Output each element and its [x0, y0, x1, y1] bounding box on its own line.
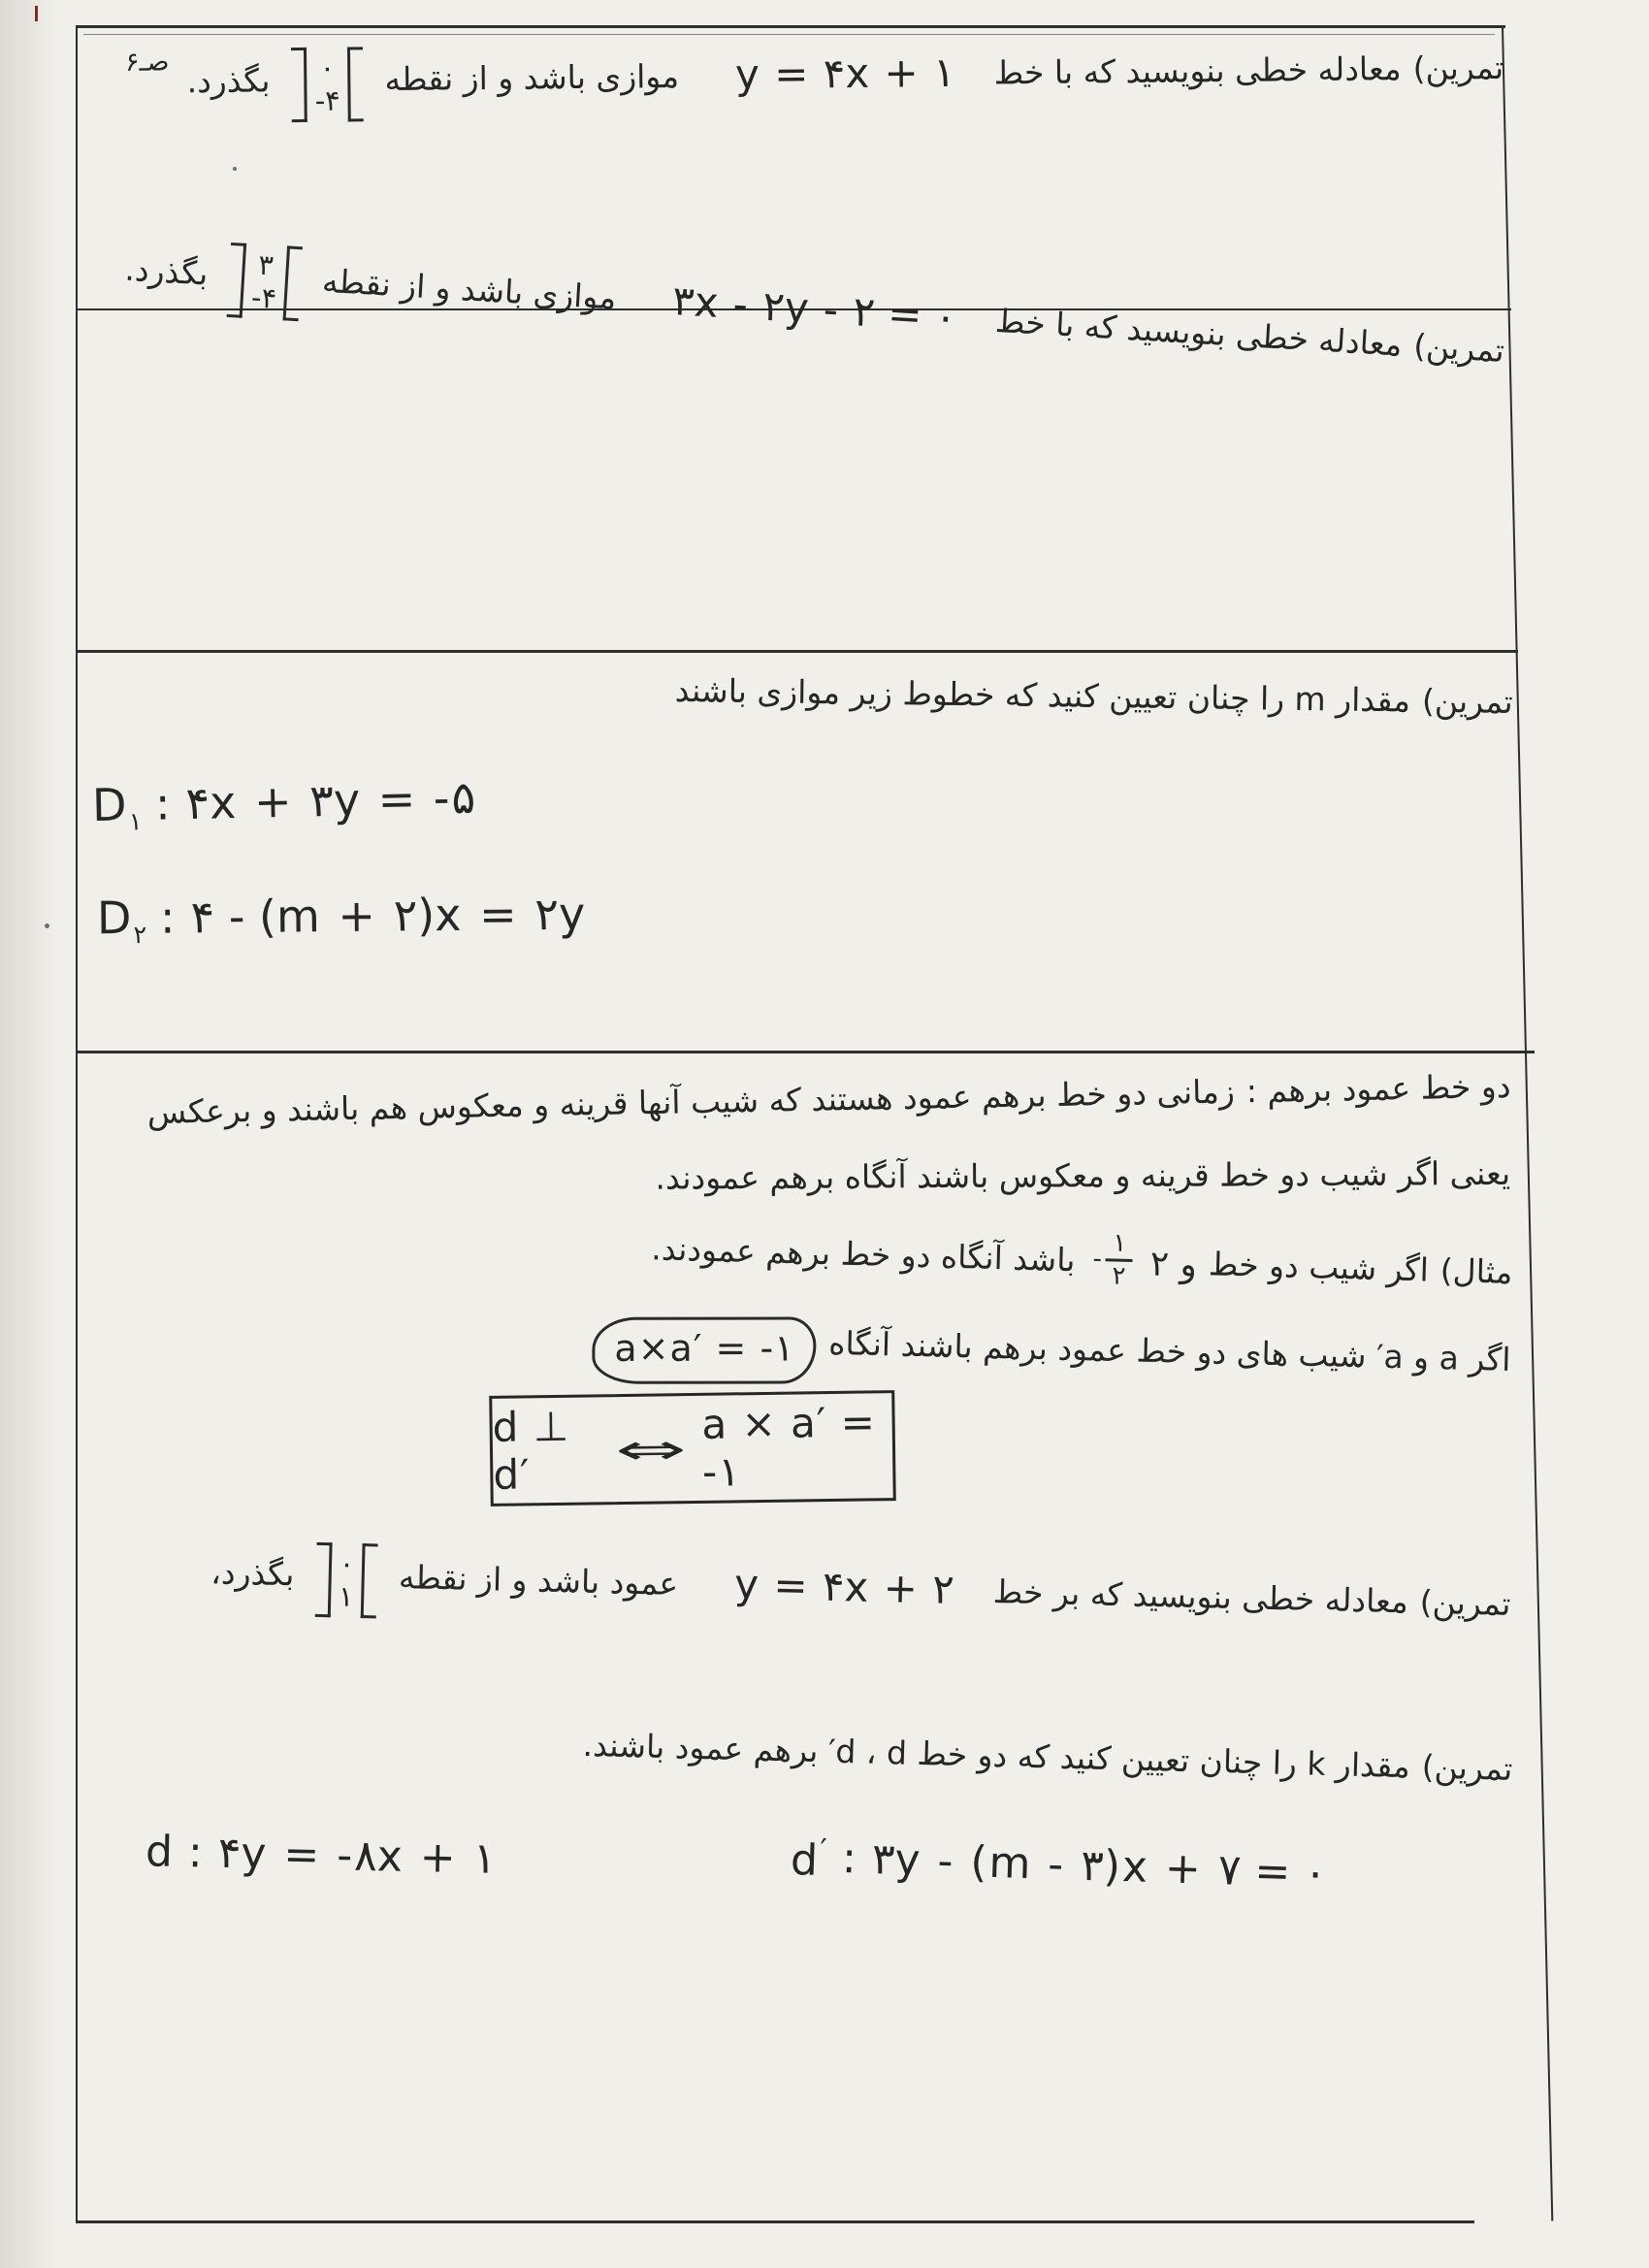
exercise-middle-text: موازی باشد و از نقطه [384, 56, 680, 99]
top-border-line [78, 25, 1505, 28]
example-post-text: باشد آنگاه دو خط برهم عمودند. [650, 1229, 1077, 1280]
colon: : [187, 1828, 206, 1878]
line-name [91, 779, 142, 836]
section-divider-2 [78, 650, 1518, 653]
perpendicular-note-line-1 [92, 1063, 1511, 1137]
exercise-tail-text: بگذرد. [186, 61, 271, 101]
point-vector [227, 243, 303, 321]
point-vector [314, 1542, 377, 1618]
fraction-denominator: ۲ [1112, 1261, 1126, 1292]
exercise-label: تمرین) [1412, 48, 1504, 87]
equation-text: ۴ - (m + ۲)x = ۲y [190, 887, 588, 944]
exercise-5-header [271, 1713, 1513, 1792]
section-divider-3 [78, 1051, 1535, 1053]
left-border-line [76, 25, 78, 2223]
exercise-tail-text: بگذرد. [123, 249, 210, 293]
line-equation: ۳x - ۲y - ۲ = ۰ [670, 276, 958, 341]
circled-formula: a×a′ = -۱ [593, 1316, 817, 1383]
equation-text: ۴y = -۸x + ۱ [217, 1828, 497, 1884]
note-text: یعنی اگر شیب دو خط قرینه و معکوس باشند آنگاه برهم عمودند. [655, 1154, 1511, 1197]
point-y-value: ۱ [338, 1579, 354, 1614]
slope-fraction [1092, 1230, 1134, 1291]
vector-bracket-right-icon [291, 48, 307, 122]
point-y-value: -۴ [250, 280, 278, 316]
exercise-prompt: مقدار m را چنان تعیین کنید که خطوط زیر موازی باشند [674, 670, 1411, 720]
exercise-label: تمرین) [1412, 326, 1506, 370]
line-name-base: D [96, 891, 134, 945]
vector-values [242, 243, 288, 320]
colon: : [154, 777, 174, 830]
vector-bracket-left-icon [347, 47, 364, 121]
slope-value-1: ۲ و [1149, 1244, 1198, 1285]
exercise-prompt: مقدار k را چنان تعیین کنید که دو خط d ، d′ برهم عمود باشند. [582, 1725, 1411, 1786]
fraction-stack [1105, 1230, 1134, 1290]
perpendicular-note-line-2 [92, 1150, 1510, 1204]
example-line [416, 1218, 1513, 1309]
exercise-prompt: معادله خطی بنویسید که با خط [994, 301, 1404, 364]
exercise-2-line [92, 244, 1505, 403]
theorem-right: a × a′ = -۱ [701, 1398, 877, 1496]
line-equation: y = ۴x + ۲ [733, 1560, 955, 1613]
note-title: دو خط عمود برهم : [1245, 1066, 1511, 1111]
exercise-1-line [92, 45, 1504, 134]
exercise-label: تمرین) [1421, 681, 1513, 721]
equation-d [146, 1828, 497, 1884]
exercise-prompt: معادله خطی بنویسید که بر خط [992, 1571, 1409, 1621]
equation-d2 [97, 889, 588, 950]
colon: : [159, 891, 178, 944]
vector-bracket-right-icon [314, 1542, 332, 1617]
theorem-left: d ⊥ d′ [492, 1402, 570, 1499]
red-margin-tick [35, 6, 38, 21]
line-name [790, 1832, 829, 1886]
point-vector [291, 47, 364, 122]
exercise-prompt: معادله خطی بنویسید که با خط [993, 49, 1402, 92]
exercise-middle-text: موازی باشد و از نقطه [321, 261, 618, 317]
colon: : [841, 1832, 859, 1884]
line-name: d [145, 1827, 176, 1877]
point-x-value: ۰ [339, 1546, 355, 1580]
exercise-label: تمرین) [1421, 1747, 1513, 1788]
line-name [97, 892, 147, 950]
page-reference: صـ۶ [124, 47, 170, 78]
equation-text: ۴x + ۳y = -۵ [184, 770, 476, 830]
line-equation: y = ۴x + ۱ [734, 48, 955, 99]
ink-speck [233, 167, 237, 171]
line-name-base: d [790, 1834, 821, 1886]
line-name-subscript: ۲ [133, 920, 147, 950]
equation-d1 [91, 772, 475, 837]
prime-mark: ′ [819, 1832, 829, 1868]
equation-d-prime [790, 1832, 1327, 1902]
right-border-line [1502, 27, 1553, 2220]
exercise-4-line [96, 1546, 1511, 1655]
exercise-tail-text: بگذرد، [210, 1553, 295, 1594]
point-x-value: ۳ [257, 247, 275, 282]
point-y-value: -۴ [314, 83, 340, 118]
exercise-label: تمرین) [1419, 1582, 1511, 1623]
vector-bracket-left-icon [361, 1543, 378, 1618]
double-arrow-icon: ⇔ [614, 1424, 690, 1474]
bottom-border-line [78, 2220, 1474, 2223]
ink-speck [45, 923, 49, 928]
example-label: مثال) [1439, 1250, 1513, 1291]
top-border-thin-line [83, 34, 1495, 35]
line-name-base: D [91, 778, 129, 832]
boxed-theorem [489, 1390, 896, 1507]
note-text: زمانی دو خط برهم عمود هستند که شیب آنها قرینه و معکوس هم باشند و برعکس [146, 1072, 1236, 1131]
exercise-3-header [596, 666, 1513, 726]
rule-text: اگر a و a′ شیب های دو خط عمود برهم باشند آنگاه [827, 1323, 1511, 1378]
vector-values [307, 47, 348, 121]
fraction-numerator: ۱ [1106, 1230, 1134, 1262]
example-pre-text: اگر شیب دو خط [1208, 1245, 1430, 1289]
equation-text: ۳y - (m - ۳)x + ۷ = ۰ [871, 1833, 1328, 1898]
point-x-value: ۰ [319, 50, 336, 84]
vector-values [330, 1542, 362, 1618]
slope-rule-line [249, 1306, 1511, 1404]
fraction-sign: - [1092, 1244, 1103, 1275]
exercise-middle-text: عمود باشد و از نقطه [398, 1557, 679, 1604]
line-name-subscript: ۱ [128, 807, 143, 836]
